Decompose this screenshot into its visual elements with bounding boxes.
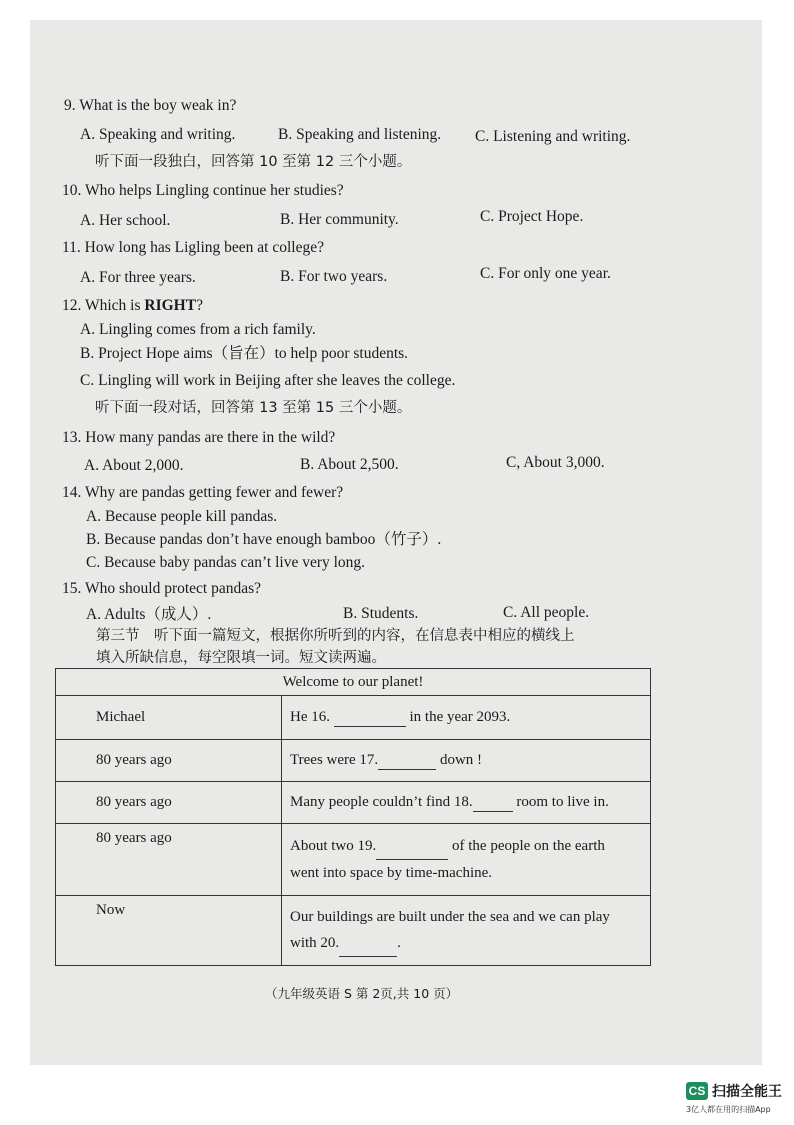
row-text: room to live in. [516,793,609,810]
brand-name: 扫描全能王 [712,1084,782,1100]
option-11b: B. For two years. [280,268,388,285]
option-9b: B. Speaking and listening. [278,126,442,143]
blank-19[interactable] [376,833,448,860]
option-13a: A. About 2,000. [84,457,184,474]
option-13c: C, About 3,000. [506,454,605,471]
row-text: Trees were 17. [290,751,379,768]
table-row-label: Now [56,896,282,966]
row-text: went into space by time-machine. [290,865,493,881]
table-row-content [282,896,651,966]
question-9: 9. What is the boy weak in? [64,97,237,114]
option-10a: A. Her school. [80,212,171,229]
table-row-label: 80 years ago [56,740,282,782]
table-row [56,696,651,740]
table-row [56,740,651,782]
question-12 [62,296,203,316]
brand-tagline: 3亿人都在用的扫描App [686,1105,771,1114]
instruction-13-15: 听下面一段对话，回答第 13 至第 15 三个小题。 [95,400,412,416]
section-3-instruction-line1: 第三节 听下面一篇短文，根据你所听到的内容，在信息表中相应的横线上 [96,628,575,644]
table-row-content [282,824,651,896]
option-12c: C. Lingling will work in Beijing after she leaves the college. [80,372,456,389]
option-10b: B. Her community. [280,211,399,228]
row-text: with 20. [290,935,340,951]
row-text: Our buildings are built under the sea and we can play [290,909,610,925]
question-12-mark: ? [196,297,203,314]
option-11c: C. For only one year. [480,265,611,282]
table-row-label: 80 years ago [56,782,282,824]
camscanner-logo-icon: CS [686,1082,708,1100]
question-14: 14. Why are pandas getting fewer and fewer? [62,484,344,501]
option-9c: C. Listening and writing. [475,128,631,145]
option-14c: C. Because baby pandas can’t live very long. [86,554,366,571]
option-10c: C. Project Hope. [480,208,584,225]
table-row [56,896,651,966]
question-15: 15. Who should protect pandas? [62,580,262,597]
option-15a: A. Adults（成人）. [86,606,212,623]
row-text: About two 19. [290,838,377,854]
question-10: 10. Who helps Lingling continue her studies? [62,182,344,199]
row-text: Many people couldn’t find 18. [290,793,473,810]
table-row-content [282,696,651,740]
table-row-content [282,782,651,824]
blank-20[interactable] [339,930,397,957]
row-text: in the year 2093. [409,708,511,725]
question-13: 13. How many pandas are there in the wild? [62,429,336,446]
blank-16[interactable] [334,709,406,727]
option-11a: A. For three years. [80,269,196,286]
table-row-label: Michael [56,696,282,740]
option-12a: A. Lingling comes from a rich family. [80,321,316,338]
section-3-instruction-line2: 填入所缺信息，每空限填一词。短文读两遍。 [96,650,386,666]
table-row [56,824,651,896]
table-row-content [282,740,651,782]
question-11: 11. How long has Ligling been at college? [62,239,324,256]
option-15c: C. All people. [503,604,590,621]
option-15b: B. Students. [343,605,419,622]
scanner-watermark [686,1081,782,1101]
question-12-emphasis: RIGHT [144,297,197,314]
row-text: . [397,935,401,951]
option-13b: B. About 2,500. [300,456,399,473]
option-9a: A. Speaking and writing. [80,126,236,143]
table-header-row [56,669,651,696]
info-table [55,668,651,966]
table-title: Welcome to our planet! [56,669,651,696]
blank-18[interactable] [473,794,513,812]
table-row [56,782,651,824]
row-text: He 16. [290,708,330,725]
row-text: of the people on the earth [452,838,605,854]
option-14a: A. Because people kill pandas. [86,508,278,525]
page-footer: （九年级英语 S 第 2页,共 10 页） [265,986,459,1001]
option-14b: B. Because pandas don’t have enough bamboo（竹子）. [86,531,442,548]
table-row-label: 80 years ago [56,824,282,896]
question-12-text: 12. Which is [62,297,145,314]
blank-17[interactable] [378,752,436,770]
instruction-10-12: 听下面一段独白，回答第 10 至第 12 三个小题。 [95,154,412,170]
row-text: down ! [439,751,483,768]
option-12b: B. Project Hope aims（旨在）to help poor students. [80,345,409,362]
